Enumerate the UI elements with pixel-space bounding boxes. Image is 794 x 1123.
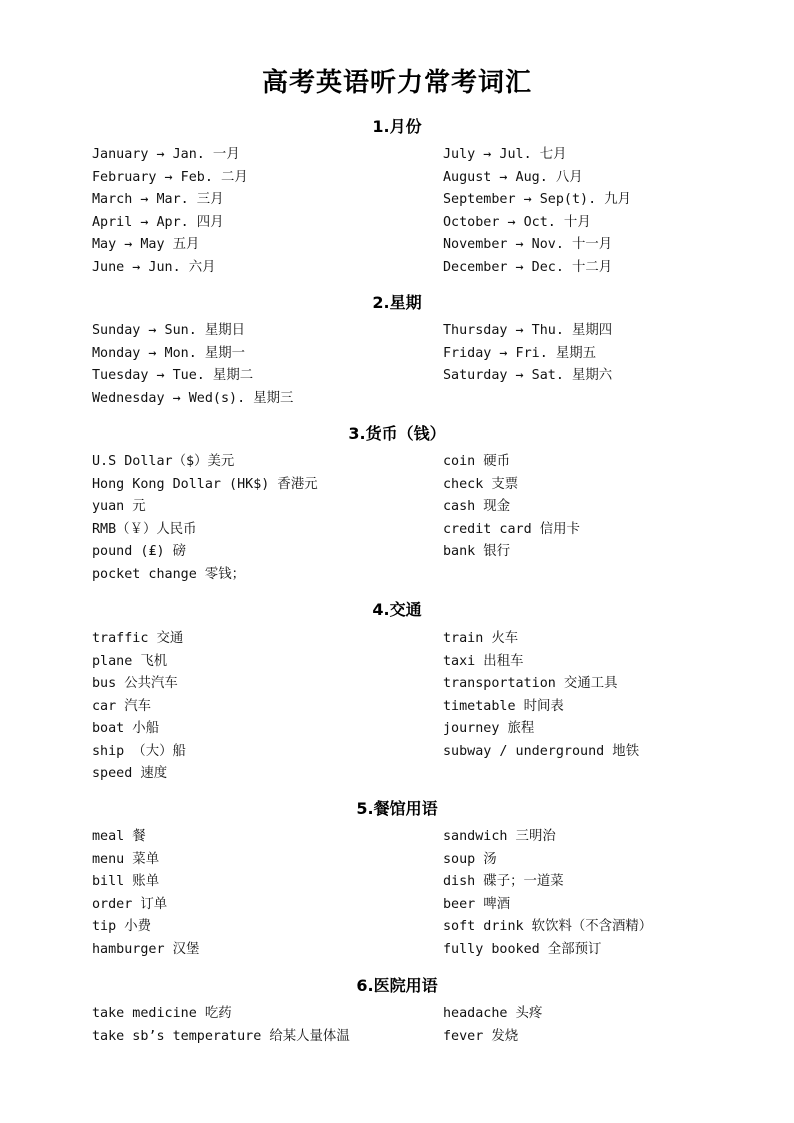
vocab-item: meal 餐 — [92, 829, 146, 844]
vocab-item: traffic 交通 — [92, 631, 184, 646]
vocab-item: boat 小船 — [92, 721, 160, 736]
vocab-item: December → Dec. 十二月 — [443, 259, 613, 275]
vocab-item: timetable 时间表 — [443, 698, 564, 714]
vocab-item: plane 飞机 — [92, 653, 168, 669]
vocab-item: pound (₤) 磅 — [92, 544, 187, 559]
vocab-item: bus 公共汽车 — [92, 676, 178, 691]
vocab-item: order 订单 — [92, 896, 168, 912]
vocab-item: Monday → Mon. 星期一 — [92, 345, 246, 361]
section-heading-transport: 4.交通 — [372, 600, 422, 619]
vocab-item: fever 发烧 — [443, 1028, 519, 1044]
vocab-item: May → May 五月 — [92, 237, 200, 252]
vocab-item: soup 汤 — [443, 851, 497, 867]
vocab-item: Saturday → Sat. 星期六 — [443, 368, 613, 383]
months-right-column — [443, 144, 743, 279]
vocab-item: take sb’s temperature 给某人量体温 — [92, 1028, 350, 1044]
vocab-item: beer 啤酒 — [443, 896, 511, 912]
vocab-item: journey 旅程 — [443, 721, 535, 736]
vocab-item: January → Jan. 一月 — [92, 147, 240, 162]
vocab-item: ship （大）船 — [92, 743, 186, 759]
vocab-item: headache 头疼 — [443, 1006, 543, 1021]
vocab-item: February → Feb. 二月 — [92, 169, 248, 185]
months-left-column — [92, 144, 432, 279]
vocab-item: menu 菜单 — [92, 851, 160, 867]
vocab-item: July → Jul. 七月 — [443, 147, 567, 162]
vocab-item: car 汽车 — [92, 698, 152, 714]
section-heading-currency: 3.货币（钱） — [348, 424, 446, 443]
vocab-item: Thursday → Thu. 星期四 — [443, 323, 613, 338]
vocab-item: bank 银行 — [443, 544, 511, 559]
restaurant-right-column — [443, 826, 743, 961]
vocab-item: taxi 出租车 — [443, 653, 524, 669]
vocab-item: Friday → Fri. 星期五 — [443, 345, 597, 361]
vocab-item: transportation 交通工具 — [443, 676, 618, 691]
vocab-item: coin 硬币 — [443, 454, 511, 469]
vocab-item: speed 速度 — [92, 766, 168, 781]
vocab-item: August → Aug. 八月 — [443, 169, 583, 185]
vocab-item: subway / underground 地铁 — [443, 743, 640, 759]
vocab-item: tip 小费 — [92, 919, 152, 934]
vocab-item: Wednesday → Wed(s). 星期三 — [92, 390, 294, 406]
vocab-item: September → Sep(t). 九月 — [443, 192, 632, 207]
vocab-item: check 支票 — [443, 476, 519, 492]
vocab-item: take medicine 吃药 — [92, 1006, 232, 1021]
vocab-item: hamburger 汉堡 — [92, 941, 200, 957]
vocab-item: yuan 元 — [92, 499, 146, 514]
transport-left-column — [92, 628, 432, 786]
currency-left-column — [92, 451, 432, 586]
vocab-item: June → Jun. 六月 — [92, 259, 216, 275]
vocab-item: March → Mar. 三月 — [92, 192, 224, 207]
vocab-item: credit card 信用卡 — [443, 521, 580, 537]
vocab-item: RMB（￥）人民币 — [92, 521, 197, 537]
weekdays-left-column — [92, 320, 432, 410]
vocab-item: sandwich 三明治 — [443, 829, 556, 844]
vocab-item: April → Apr. 四月 — [92, 214, 224, 230]
vocab-item: Sunday → Sun. 星期日 — [92, 323, 246, 338]
weekdays-right-column — [443, 320, 743, 388]
vocab-item: soft drink 软饮料（不含酒精） — [443, 919, 653, 934]
section-heading-weekdays: 2.星期 — [372, 293, 422, 312]
restaurant-left-column — [92, 826, 432, 961]
vocab-item: pocket change 零钱； — [92, 566, 246, 582]
vocab-item: fully booked 全部预订 — [443, 941, 602, 957]
vocab-item: October → Oct. 十月 — [443, 214, 591, 230]
vocab-item: bill 账单 — [92, 874, 160, 889]
vocab-item: train 火车 — [443, 631, 519, 646]
vocab-item: cash 现金 — [443, 499, 511, 514]
currency-right-column — [443, 451, 743, 564]
section-heading-restaurant: 5.餐馆用语 — [356, 799, 438, 818]
vocab-item: dish 碟子；一道菜 — [443, 874, 564, 889]
hospital-left-column — [92, 1003, 432, 1048]
vocab-item: Hong Kong Dollar (HK$) 香港元 — [92, 476, 318, 492]
vocab-item: Tuesday → Tue. 星期二 — [92, 368, 254, 383]
hospital-right-column — [443, 1003, 743, 1048]
section-heading-hospital: 6.医院用语 — [356, 976, 438, 995]
vocab-item: U.S Dollar（$）美元 — [92, 454, 235, 469]
document-title: 高考英语听力常考词汇 — [261, 68, 532, 98]
section-heading-months: 1.月份 — [372, 117, 422, 136]
vocab-item: November → Nov. 十一月 — [443, 237, 613, 252]
transport-right-column — [443, 628, 743, 763]
